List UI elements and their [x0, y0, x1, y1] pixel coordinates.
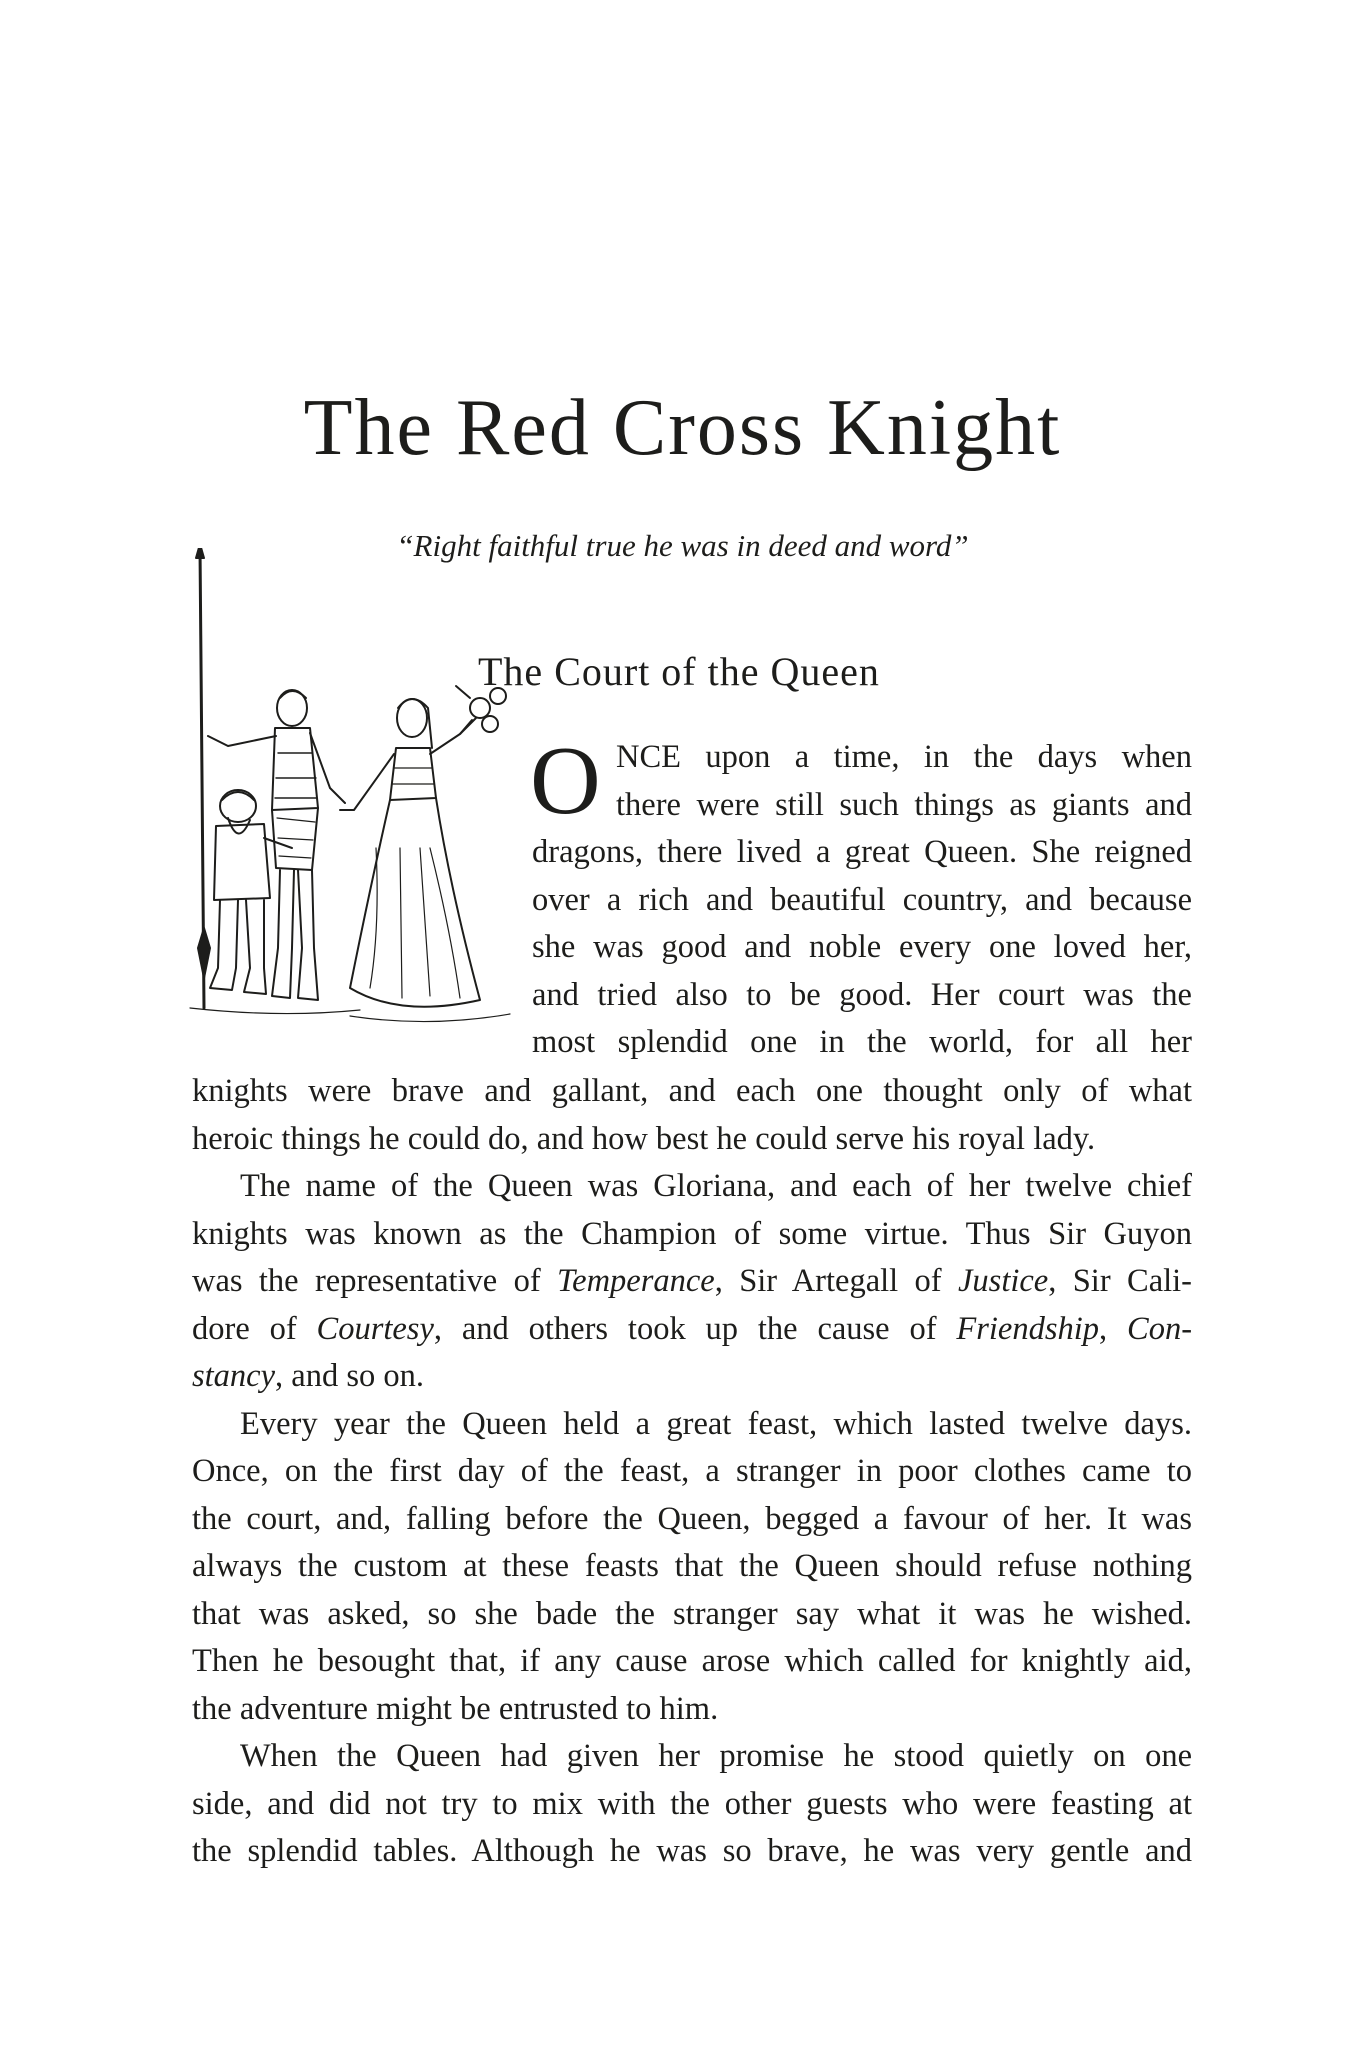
- text-line: stancy, and so on.: [192, 1358, 424, 1394]
- opening-paragraph-wrapped: [530, 727, 1192, 1067]
- virtue-constancy-part1: Con-: [1127, 1310, 1193, 1347]
- text-line: she was good and noble every one loved her,: [532, 929, 1192, 965]
- virtue-constancy-part2: stancy: [192, 1358, 276, 1394]
- text-line: When the Queen had given her promise he stood quietly on one: [240, 1738, 1192, 1774]
- text-line: always the custom at these feasts that the Queen should refuse nothing: [192, 1548, 1192, 1584]
- virtue-courtesy: Courtesy: [316, 1310, 434, 1347]
- paragraph: [192, 1401, 1192, 1734]
- text-line: side, and did not try to mix with the other guests who were feasting at: [192, 1785, 1192, 1822]
- drop-cap: O: [530, 727, 601, 835]
- text-line: most splendid one in the world, for all her: [532, 1024, 1192, 1060]
- epigraph: “Right faithful true he was in deed and word”: [396, 528, 969, 563]
- text-line: Once, on the first day of the feast, a stranger in poor clothes came to: [192, 1453, 1192, 1489]
- virtue-justice: Justice: [958, 1263, 1049, 1299]
- virtue-friendship: Friendship: [956, 1310, 1100, 1347]
- paragraph: [192, 1733, 1192, 1876]
- virtue-temperance: Temperance: [557, 1263, 715, 1299]
- text-line: and tried also to be good. Her court was the: [532, 976, 1192, 1013]
- body-text: [192, 1068, 1192, 1876]
- text-line: dore of Courtesy, and others took up the cause of Friendship, Con-: [192, 1310, 1193, 1347]
- section-title: The Court of the Queen: [478, 649, 880, 694]
- knight-lady-dwarf-illustration: [180, 548, 530, 1038]
- paragraph: [192, 1163, 1192, 1401]
- chapter-title: The Red Cross Knight: [303, 384, 1062, 472]
- text-line: Then he besought that, if any cause arose which called for knightly aid,: [192, 1643, 1192, 1679]
- text-line: the splendid tables. Although he was so brave, he was very gentle and: [192, 1833, 1192, 1869]
- text-line: knights were brave and gallant, and each one thought only of what: [192, 1073, 1192, 1109]
- text-line: The name of the Queen was Gloriana, and each of her twelve chief: [240, 1168, 1192, 1204]
- text-line: NCE upon a time, in the days when: [616, 739, 1192, 775]
- text-line: was the representative of Temperance, Sir Artegall of Justice, Sir Cali-: [192, 1263, 1192, 1299]
- text-line: that was asked, so she bade the stranger say what it was he wished.: [192, 1595, 1192, 1632]
- paragraph: [192, 1068, 1192, 1163]
- text-line: Every year the Queen held a great feast, which lasted twelve days.: [240, 1405, 1192, 1442]
- text-line: knights was known as the Champion of some virtue. Thus Sir Guyon: [192, 1215, 1192, 1252]
- text-line: dragons, there lived a great Queen. She reigned: [532, 834, 1192, 870]
- text-line: the adventure might be entrusted to him.: [192, 1690, 719, 1727]
- text-line: heroic things he could do, and how best he could serve his royal lady.: [192, 1120, 1096, 1157]
- text-line: the court, and, falling before the Queen, begged a favour of her. It was: [192, 1500, 1192, 1537]
- text-line: over a rich and beautiful country, and because: [532, 881, 1192, 918]
- text-line: there were still such things as giants and: [616, 786, 1192, 823]
